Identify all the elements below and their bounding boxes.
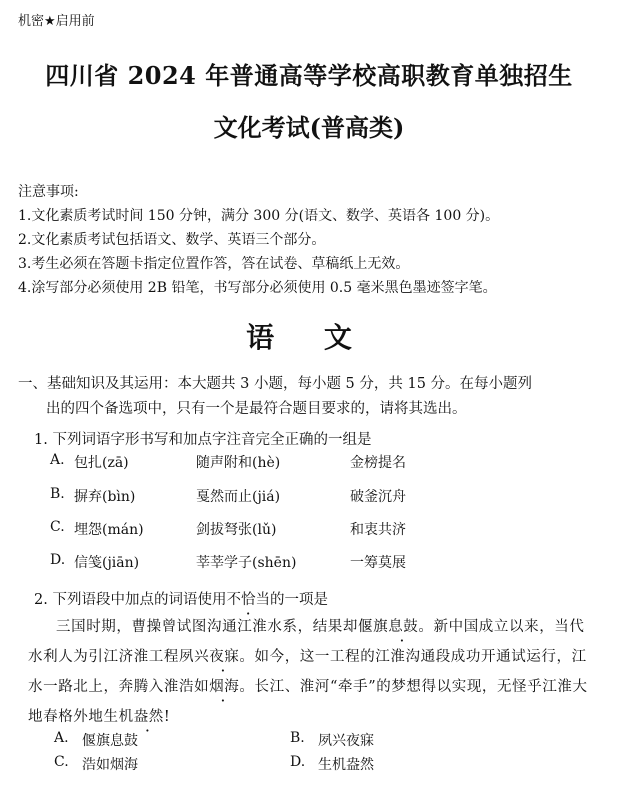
passage-text: 。长江、淮河“牵手”的梦想得以实现，无怪乎江淮大地春格外地 [28, 679, 588, 725]
q2-passage [28, 612, 598, 732]
passage-dotted-word: 偃旗息鼓 [358, 619, 419, 635]
q1-option-b-word2: 戛然而止(jiá) [196, 489, 281, 505]
q1-option-d-label: D. [50, 552, 66, 568]
q1-option-a-word2: 随声附和(hè) [196, 455, 281, 471]
q2-stem-dotted: 不恰当 [226, 592, 270, 608]
note-item: 4.涂写部分必须使用 2B 铅笔，书写部分必须使用 0.5 毫米黑色墨迹签字笔。 [18, 280, 497, 296]
section-line: 一、基础知识及其运用：本大题共 3 小题，每小题 5 分，共 15 分。在每小题列 [18, 376, 533, 392]
subject-title: 语 文 [246, 321, 372, 354]
q2-option-a-text: 偃旗息鼓 [82, 733, 138, 749]
q2-option-c-label: C. [54, 754, 69, 770]
passage-text: ! [163, 709, 171, 725]
section-instructions [18, 372, 608, 422]
notes-block [18, 180, 499, 300]
q1-option-c-word1: 埋怨(mán) [74, 522, 144, 538]
q1-option-d-word1: 信笺(jiān) [74, 555, 140, 571]
q2-option-d-text: 生机盎然 [318, 757, 374, 773]
passage-text: 。新中国成立以来，当代水利人为引江济淮工程 [28, 619, 585, 665]
notes-heading: 注意事项: [18, 184, 79, 200]
passage-dotted-word: 夙兴夜寐 [179, 649, 240, 665]
q1-option-a-word3: 金榜提名 [350, 455, 406, 471]
q1-option-a-label: A. [50, 452, 65, 468]
q1-option-c-word3: 和衷共济 [350, 522, 406, 538]
q2-option-b-text: 夙兴夜寐 [318, 733, 374, 749]
confidential-label: 机密★启用前 [18, 14, 95, 29]
note-item: 1.文化素质考试时间 150 分钟，满分 300 分(语文、数学、英语各 100 分)。 [18, 208, 500, 224]
q1-option-d-word3: 一筹莫展 [350, 555, 406, 571]
q1-option-d-word2: 莘莘学子(shēn) [196, 555, 297, 571]
section-line: 出的四个备选项中，只有一个是最符合题目要求的，请将其选出。 [46, 401, 467, 417]
q2-option-d-label: D. [290, 754, 306, 770]
passage-text: 三国时期，曹操曾试图沟通江淮水系，结果却 [56, 619, 358, 635]
q1-option-a-word1: 包扎(zā) [74, 455, 129, 471]
passage-dotted-word: 浩如烟海 [179, 679, 240, 695]
q2-option-c-text: 浩如烟海 [82, 757, 138, 773]
q1-option-b-label: B. [50, 486, 65, 502]
q1-option-b-word1: 摒弃(bìn) [74, 489, 136, 505]
q1-option-c-word2: 剑拔弩张(lǔ) [196, 522, 277, 538]
q1-option-c-label: C. [50, 519, 65, 535]
passage-text: 。如今，这一工程的江淮沟通段成功开通试运行，江水一路北上，奔腾入淮 [28, 649, 587, 695]
q1-option-b-word3: 破釜沉舟 [350, 489, 406, 505]
q2-option-b-label: B. [290, 730, 305, 746]
note-item: 2.文化素质考试包括语文、数学、英语三个部分。 [18, 232, 326, 248]
q2-stem-pre: 2. 下列语段中加点的词语使用 [34, 592, 227, 608]
exam-subtitle: 文化考试(普高类) [213, 113, 405, 142]
passage-dotted-word: 生机盎然 [103, 709, 164, 725]
q1-stem: 1. 下列词语字形书写和加点字注音完全正确的一组是 [34, 432, 372, 448]
note-item: 3.考生必须在答题卡指定位置作答，答在试卷、草稿纸上无效。 [18, 256, 410, 272]
q2-stem-post: 的一项是 [269, 592, 328, 608]
exam-title: 四川省 2024 年普通高等学校高职教育单独招生 [45, 61, 573, 90]
q2-option-a-label: A. [54, 730, 69, 746]
q2-stem [34, 588, 328, 609]
